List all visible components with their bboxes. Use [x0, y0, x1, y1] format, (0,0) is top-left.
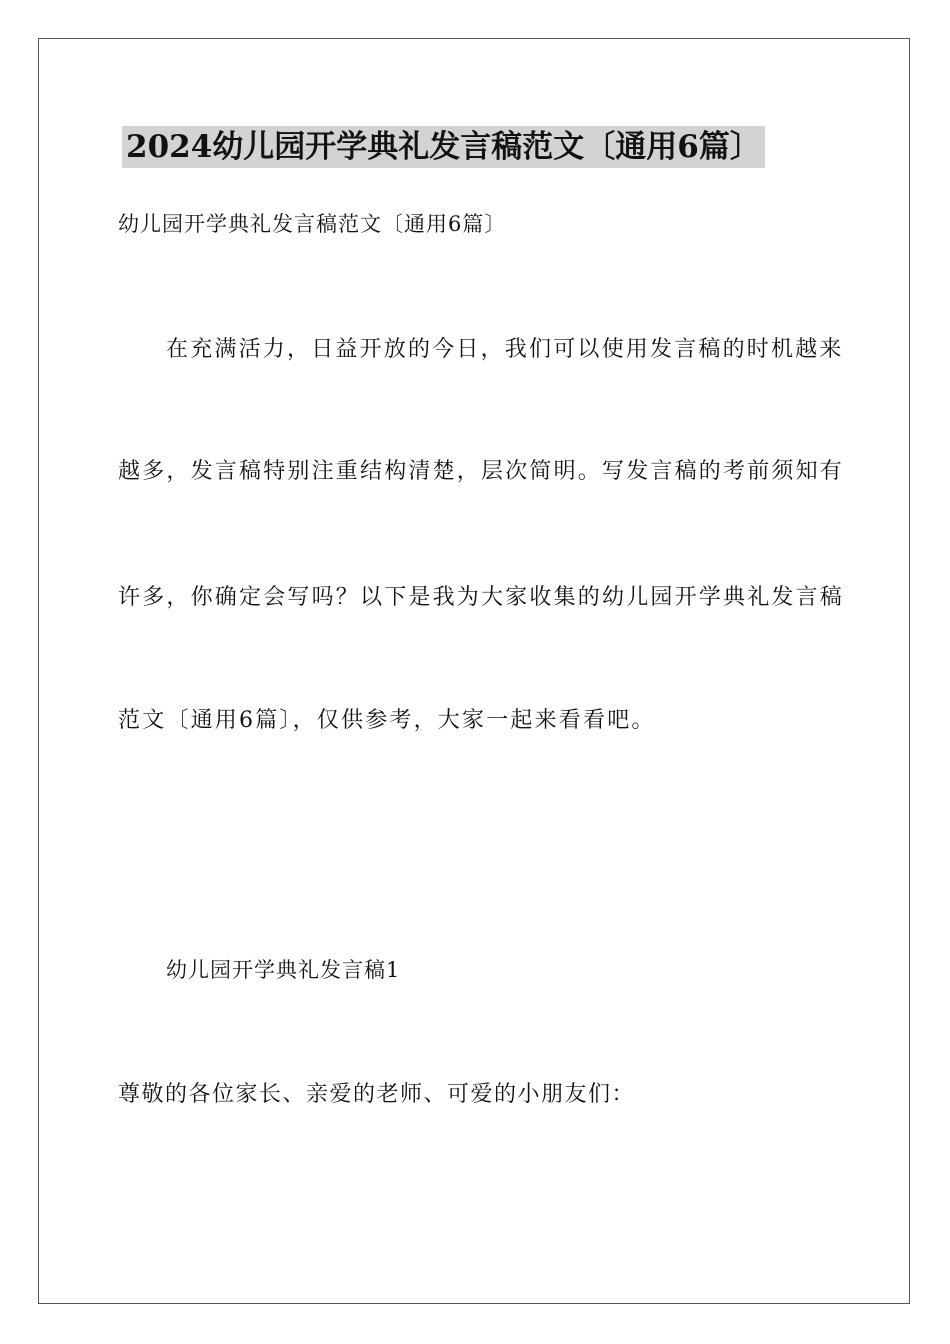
salutation: 尊敬的各位家长、亲爱的老师、可爱的小朋友们： — [118, 1082, 636, 1107]
intro-line-2: 越多，发言稿特别注重结构清楚，层次简明。写发言稿的考前须知有 — [118, 459, 845, 484]
intro-line-4: 范文〔通用6篇〕，仅供参考，大家一起来看看吧。 — [118, 708, 656, 733]
section-heading: 幼儿园开学典礼发言稿1 — [166, 958, 401, 982]
document-subtitle: 幼儿园开学典礼发言稿范文〔通用6篇〕 — [118, 212, 507, 236]
intro-line-3: 许多，你确定会写吗？以下是我为大家收集的幼儿园开学典礼发言稿 — [118, 585, 845, 610]
intro-line-1: 在充满活力，日益开放的今日，我们可以使用发言稿的时机越来 — [166, 337, 844, 362]
document-title: 2024幼儿园开学典礼发言稿范文〔通用6篇〕 — [122, 126, 765, 168]
